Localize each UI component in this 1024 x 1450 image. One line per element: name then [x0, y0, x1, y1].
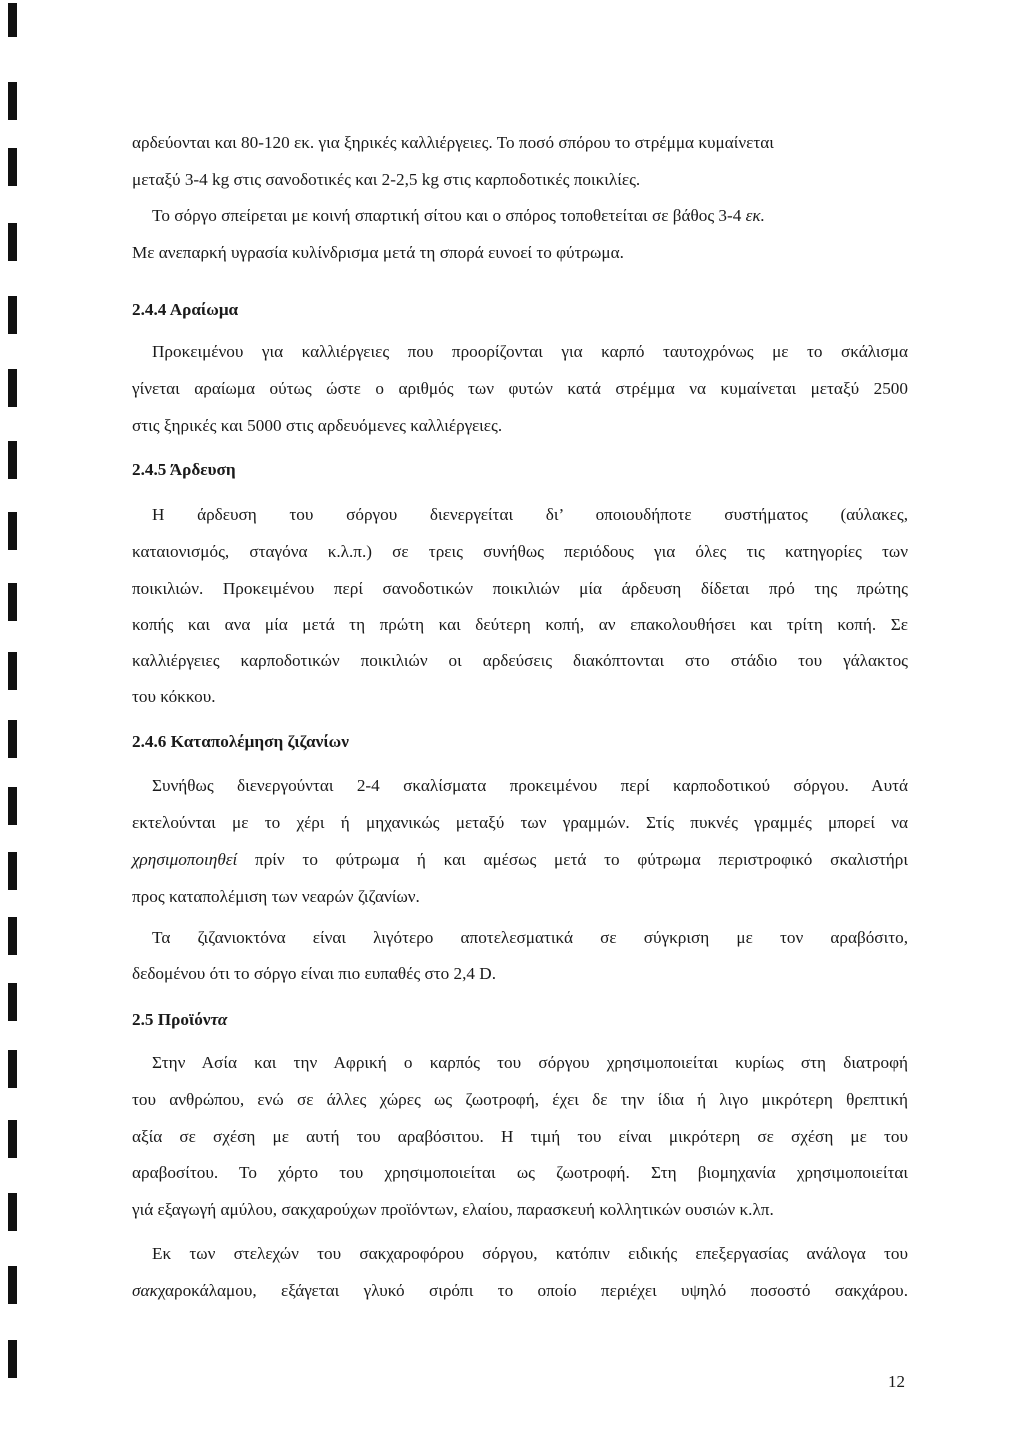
text-line: Προκειμένου για καλλιέργειες που προορίζονται για καρπό ταυτοχρόνως με το σκάλισμα	[152, 342, 908, 361]
text-line: μεταξύ 3-4 kg στις σανοδοτικές και 2-2,5 kg στις καρποδοτικές ποικιλίες.	[132, 170, 641, 189]
text-line: εκτελούνται με το χέρι ή μηχανικώς μεταξύ των γραμμών. Στίς πυκνές γραμμές μπορεί να	[132, 813, 908, 832]
text-line: γιά εξαγωγή αμύλου, σακχαρούχων προϊόντων, ελαίου, παρασκευή κολλητικών ουσιών κ.λπ.	[132, 1200, 774, 1219]
binder-mark	[8, 3, 17, 37]
binder-mark	[8, 296, 17, 334]
heading-italic-part: τα	[210, 1010, 228, 1029]
binder-mark	[8, 1193, 17, 1231]
heading-text: 2.5 Προϊόν	[132, 1010, 211, 1029]
section-heading	[132, 1009, 227, 1031]
binder-mark	[8, 852, 17, 890]
binder-mark	[8, 1050, 17, 1088]
binder-mark	[8, 583, 17, 621]
text-line: γίνεται αραίωμα ούτως ώστε ο αριθμός των φυτών κατά στρέμμα να κυμαίνεται μεταξύ 2500	[132, 379, 908, 398]
italic-word: χρησιμοποιηθεί	[132, 850, 238, 869]
text-line: Συνήθως διενεργούνται 2-4 σκαλίσματα προκειμένου περί καρποδοτικού σόργου. Αυτά	[152, 776, 908, 795]
binder-mark	[8, 1340, 17, 1378]
text-line: ποικιλιών. Προκειμένου περί σανοδοτικών ποικιλιών μία άρδευση δίδεται πρό της πρώτης	[132, 579, 908, 598]
binder-mark	[8, 148, 17, 186]
text-line: Στην Ασία και την Αφρική ο καρπός του σόργου χρησιμοποιείται κυρίως στη διατροφή	[152, 1053, 908, 1072]
unit-abbreviation: εκ.	[745, 206, 765, 225]
binder-mark	[8, 983, 17, 1021]
text-line: Τα ζιζανιοκτόνα είναι λιγότερο αποτελεσματικά σε σύγκριση με τον αραβόσιτο,	[152, 928, 908, 947]
text-line: Η άρδευση του σόργου διενεργείται δι’ οποιουδήποτε συστήματος (αύλακες,	[152, 505, 908, 524]
text-line: κοπής και ανα μία μετά τη πρώτη και δεύτερη κοπή, αν επακολουθήσει και τρίτη κοπή. Σε	[132, 615, 908, 634]
text-line	[152, 205, 765, 227]
text-line: του ανθρώπου, ενώ σε άλλες χώρες ως ζωοτροφή, έχει δε την ίδια ή λιγο μικρότερη θρεπτική	[132, 1090, 908, 1109]
binder-mark	[8, 1266, 17, 1304]
binder-mark	[8, 917, 17, 955]
binder-holes-strip	[0, 0, 20, 1450]
italic-word: σακ	[132, 1281, 158, 1300]
binder-mark	[8, 512, 17, 550]
page-number: 12	[888, 1372, 905, 1391]
text-span: πρίν το φύτρωμα ή και αμέσως μετά το φύτρωμα περιστροφικό σκαλιστήρι	[237, 850, 908, 869]
section-heading: 2.4.6 Καταπολέμηση ζιζανίων	[132, 732, 349, 751]
text-line: προς καταπολέμιση των νεαρών ζιζανίων.	[132, 887, 420, 906]
text-line: του κόκκου.	[132, 687, 216, 706]
text-line: καταιονισμός, σταγόνα κ.λ.π.) σε τρεις συνήθως περιόδους για όλες τις κατηγορίες των	[132, 542, 908, 561]
text-line: στις ξηρικές και 5000 στις αρδευόμενες καλλιέργειες.	[132, 416, 503, 435]
text-line: Με ανεπαρκή υγρασία κυλίνδρισμα μετά τη σπορά ευνοεί το φύτρωμα.	[132, 243, 624, 262]
section-heading: 2.4.5 Άρδευση	[132, 460, 236, 479]
text-line: καλλιέργειες καρποδοτικών ποικιλιών οι αρδεύσεις διακόπτονται στο στάδιο του γάλακτος	[132, 651, 908, 670]
text-line: Εκ των στελεχών του σακχαροφόρου σόργου, κατόπιν ειδικής επεξεργασίας ανάλογα του	[152, 1244, 908, 1263]
text-line	[132, 1280, 908, 1302]
binder-mark	[8, 441, 17, 479]
text-line: δεδομένου ότι το σόργο είναι πιο ευπαθές στο 2,4 D.	[132, 964, 497, 983]
text-span: Το σόργο σπείρεται με κοινή σπαρτική σίτου και ο σπόρος τοποθετείται σε βάθος 3-4	[152, 206, 742, 225]
text-line: αξία σε σχέση με αυτή του αραβόσιτου. Η τιμή του είναι μικρότερη σε σχέση με του	[132, 1127, 908, 1146]
section-heading: 2.4.4 Αραίωμα	[132, 300, 239, 319]
text-line: αραβοσίτου. Το χόρτο του χρησιμοποιείται ως ζωοτροφή. Στη βιομηχανία χρησιμοποιείται	[132, 1163, 908, 1182]
binder-mark	[8, 1120, 17, 1158]
binder-mark	[8, 787, 17, 825]
text-line: αρδεύονται και 80-120 εκ. για ξηρικές καλλιέργειες. Το ποσό σπόρου το στρέμμα κυμαίνεται	[132, 133, 774, 152]
binder-mark	[8, 369, 17, 407]
binder-mark	[8, 652, 17, 690]
text-line	[132, 849, 908, 871]
text-span: χαροκάλαμου, εξάγεται γλυκό σιρόπι το οποίο περιέχει υψηλό ποσοστό σακχάρου.	[157, 1281, 908, 1300]
binder-mark	[8, 223, 17, 261]
binder-mark	[8, 82, 17, 120]
binder-mark	[8, 720, 17, 758]
